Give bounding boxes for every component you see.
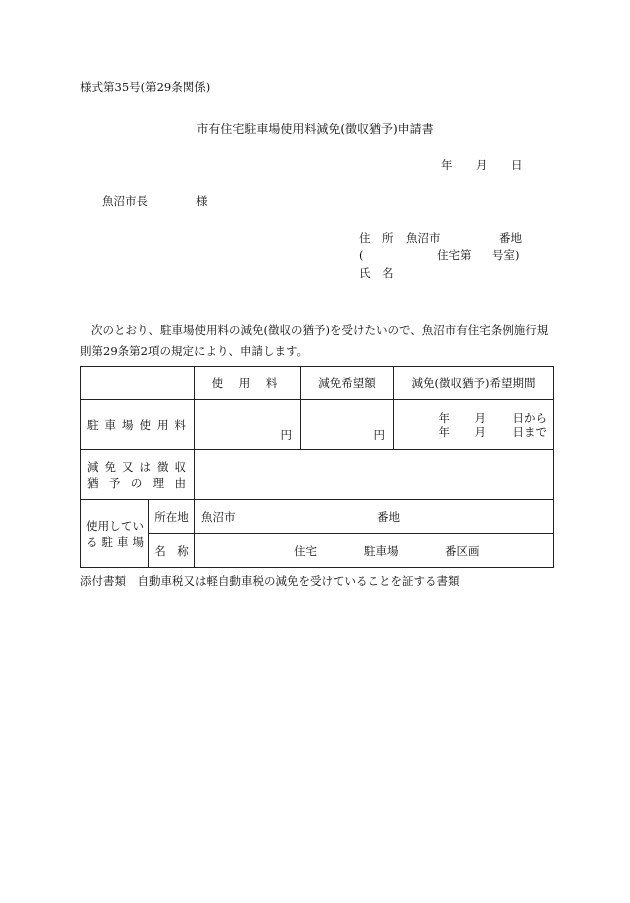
table-header-row <box>81 367 554 400</box>
header-blank-cell <box>81 367 195 400</box>
header-period: 減免(徴収猶予)希望期間 <box>394 367 554 400</box>
period-from-year: 年 <box>438 410 450 425</box>
name-section: 番区画 <box>445 543 480 558</box>
period-to-month: 月 <box>474 424 486 439</box>
table-row-name <box>81 534 554 568</box>
period-to <box>394 425 553 439</box>
honorific: 様 <box>196 194 208 208</box>
parking-label-line2: る駐車場 <box>86 534 144 549</box>
reason-label-cell <box>81 450 195 500</box>
name-label: 名 称 <box>149 534 195 568</box>
period-to-suffix: 日まで <box>512 424 547 439</box>
location-input-cell[interactable] <box>195 500 554 534</box>
period-to-year: 年 <box>438 424 450 439</box>
location-label: 所在地 <box>149 500 195 534</box>
form-number: 様式第35号(第29条関係) <box>80 80 211 94</box>
period-input-cell[interactable] <box>394 400 554 450</box>
address-jutaku: 住宅第 <box>437 248 472 262</box>
address-banchi: 番地 <box>499 231 522 245</box>
location-city: 魚沼市 <box>201 509 236 524</box>
location-banchi: 番地 <box>377 509 400 524</box>
fee-label-cell <box>81 400 195 450</box>
period-from-suffix: 日から <box>512 410 547 425</box>
date-day: 日 <box>511 158 523 172</box>
name-label-2: 名 <box>382 266 394 280</box>
reduction-input-cell[interactable] <box>301 400 394 450</box>
address-city: 魚沼市 <box>406 231 441 245</box>
parking-label-cell <box>81 500 149 568</box>
name-input-cell[interactable] <box>195 534 554 568</box>
address-label-2: 所 <box>382 231 394 245</box>
name-parking: 駐車場 <box>364 543 399 558</box>
date-year: 年 <box>441 158 453 172</box>
period-from <box>394 411 553 425</box>
name-jutaku: 住宅 <box>294 543 317 558</box>
reduction-yen: 円 <box>373 428 385 442</box>
body-text: 次のとおり、駐車場使用料の減免(徴収の猶予)を受けたいので、魚沼市有住宅条例施行規則第29条第2項の規定により、申請します。 <box>80 323 549 358</box>
application-table <box>80 366 554 568</box>
reason-label-line2: 猶予の理由 <box>87 475 186 490</box>
header-fee: 使 用 料 <box>195 367 301 400</box>
reason-label-line1: 減免又は徴収 <box>87 459 186 474</box>
location-line <box>195 509 553 525</box>
table-row-fee <box>81 400 554 450</box>
fee-yen: 円 <box>280 428 292 442</box>
attachment-note: 添付書類 自動車税又は軽自動車税の減免を受けていることを証する書類 <box>80 574 460 588</box>
table-row-location <box>81 500 554 534</box>
reason-input-cell[interactable] <box>195 450 554 500</box>
address-paren-open: ( <box>359 248 364 262</box>
date-month: 月 <box>476 158 488 172</box>
table-row-reason <box>81 450 554 500</box>
address-goshitsu: 号室) <box>492 248 520 262</box>
address-label-1: 住 <box>359 231 371 245</box>
parking-label-line1: 使用してい <box>86 518 144 533</box>
form-title: 市有住宅駐車場使用料減免(徴収猶予)申請書 <box>196 122 434 136</box>
fee-input-cell[interactable] <box>195 400 301 450</box>
header-reduction-amount: 減免希望額 <box>301 367 394 400</box>
name-label-1: 氏 <box>359 266 371 280</box>
addressee: 魚沼市長 <box>102 194 148 208</box>
name-line <box>195 543 553 559</box>
period-from-month: 月 <box>474 410 486 425</box>
fee-label: 駐車場使用料 <box>87 417 186 432</box>
